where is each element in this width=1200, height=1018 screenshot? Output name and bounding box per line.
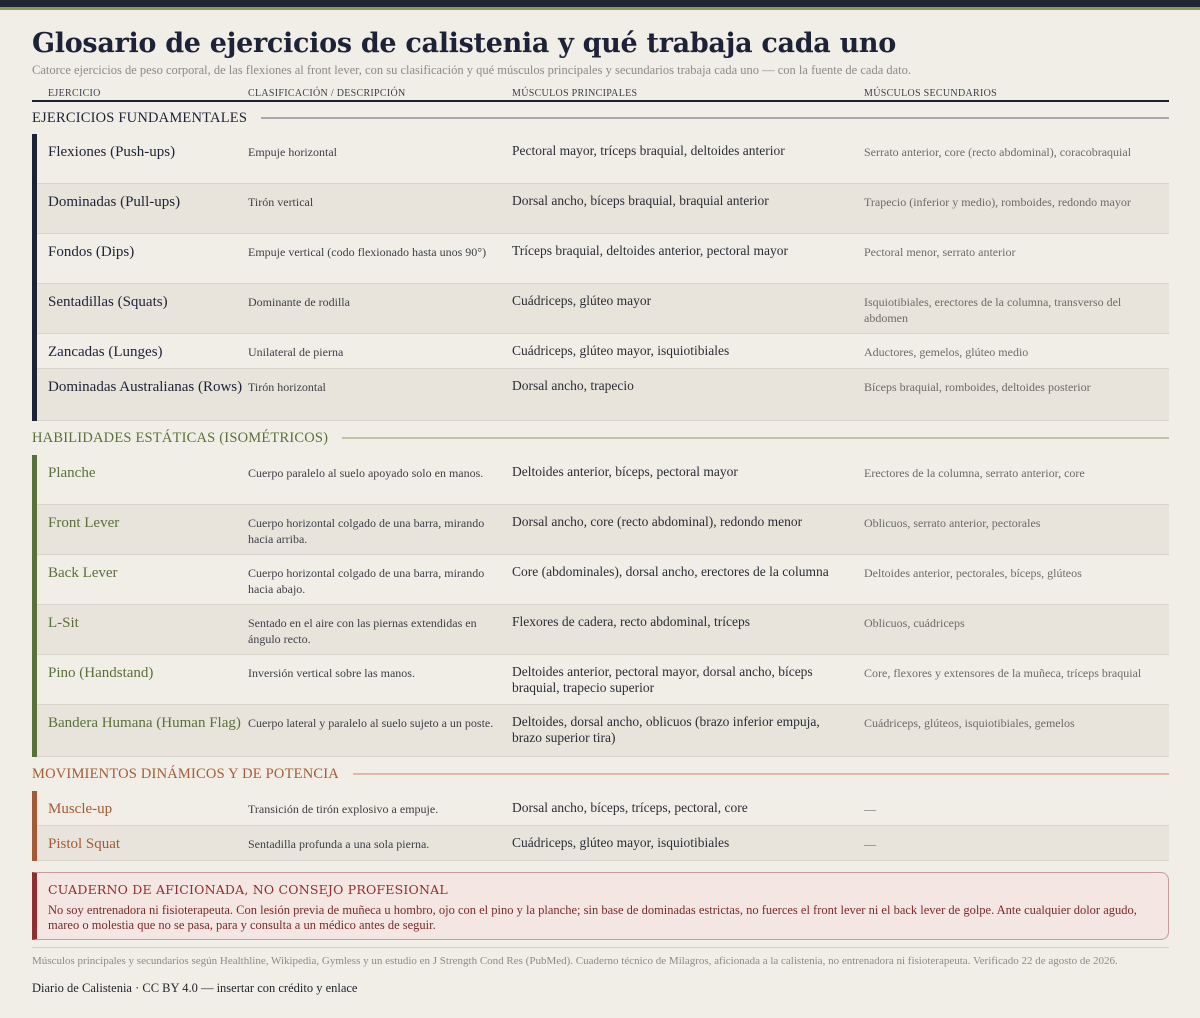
exercise-classification: Dominante de rodilla	[248, 295, 350, 309]
section-title: MOVIMIENTOS DINÁMICOS Y DE POTENCIA	[32, 765, 339, 782]
table-row	[37, 184, 1169, 234]
exercise-name: Pino (Handstand)	[48, 665, 154, 681]
secondary-muscles: Oblicuos, serrato anterior, pectorales	[864, 516, 1041, 530]
exercise-name: Fondos (Dips)	[48, 244, 135, 260]
exercise-name: Dominadas Australianas (Rows)	[48, 379, 243, 395]
primary-muscles: Deltoides anterior, bíceps, pectoral mayor	[512, 464, 738, 479]
exercise-classification: Empuje vertical (codo flexionado hasta unos 90°)	[248, 245, 487, 259]
secondary-muscles: Deltoides anterior, pectorales, bíceps, glúteos	[864, 566, 1082, 580]
exercise-classification: Transición de tirón explosivo a empuje.	[248, 802, 439, 816]
primary-muscles: Flexores de cadera, recto abdominal, tríceps	[512, 614, 751, 629]
exercise-classification: Cuerpo horizontal colgado de una barra, mirando hacia abajo.	[248, 566, 485, 596]
exercise-list	[32, 791, 1169, 861]
exercise-classification: Sentado en el aire con las piernas extendidas en ángulo recto.	[248, 616, 477, 646]
exercise-list	[32, 134, 1169, 421]
secondary-muscles: Aductores, gemelos, glúteo medio	[864, 345, 1029, 359]
primary-muscles: Dorsal ancho, trapecio	[512, 378, 634, 393]
primary-muscles: Dorsal ancho, core (recto abdominal), redondo menor	[512, 514, 803, 529]
column-header-exercise: EJERCICIO	[48, 88, 101, 99]
section-divider	[342, 437, 1169, 439]
table-row	[37, 605, 1169, 655]
secondary-muscles: Cuádriceps, glúteos, isquiotibiales, gemelos	[864, 716, 1075, 730]
primary-muscles: Tríceps braquial, deltoides anterior, pectoral mayor	[512, 243, 788, 258]
exercise-name: Sentadillas (Squats)	[48, 294, 168, 310]
secondary-muscles: Serrato anterior, core (recto abdominal), coracobraquial	[864, 145, 1132, 159]
exercise-classification: Tirón horizontal	[248, 380, 326, 394]
section-divider	[353, 773, 1169, 775]
primary-muscles: Cuádriceps, glúteo mayor, isquiotibiales	[512, 343, 730, 358]
table-row	[37, 555, 1169, 605]
exercise-name: L-Sit	[48, 615, 79, 631]
table-row	[37, 369, 1169, 421]
exercise-name: Back Lever	[48, 565, 118, 581]
primary-muscles: Core (abdominales), dorsal ancho, erectores de la columna	[512, 564, 829, 579]
primary-muscles: Dorsal ancho, bíceps braquial, braquial anterior	[512, 193, 769, 208]
exercise-classification: Cuerpo horizontal colgado de una barra, mirando hacia arriba.	[248, 516, 485, 546]
section-title: HABILIDADES ESTÁTICAS (ISOMÉTRICOS)	[32, 429, 329, 446]
secondary-muscles: —	[864, 802, 876, 816]
disclaimer-title: CUADERNO DE AFICIONADA, NO CONSEJO PROFESIONAL	[48, 882, 448, 897]
table-row	[37, 826, 1169, 861]
primary-muscles: Cuádriceps, glúteo mayor	[512, 293, 652, 308]
secondary-muscles: Trapecio (inferior y medio), romboides, redondo mayor	[864, 195, 1131, 209]
table-row	[37, 134, 1169, 184]
secondary-muscles: Erectores de la columna, serrato anterior, core	[864, 466, 1085, 480]
exercise-name: Bandera Humana (Human Flag)	[48, 715, 241, 731]
column-header-secondary-muscles: MÚSCULOS SECUNDARIOS	[864, 88, 997, 99]
exercise-list	[32, 455, 1169, 757]
table-row	[37, 655, 1169, 705]
secondary-muscles: Isquiotibiales, erectores de la columna, transverso del abdomen	[864, 295, 1122, 325]
column-header-primary-muscles: MÚSCULOS PRINCIPALES	[512, 88, 638, 99]
section-title: EJERCICIOS FUNDAMENTALES	[32, 109, 248, 126]
exercise-name: Flexiones (Push-ups)	[48, 144, 176, 160]
table-header	[32, 85, 1169, 102]
exercise-classification: Cuerpo paralelo al suelo apoyado solo en manos.	[248, 466, 484, 480]
exercise-classification: Cuerpo lateral y paralelo al suelo sujeto a un poste.	[248, 716, 494, 730]
table-row	[37, 455, 1169, 505]
table-row	[37, 284, 1169, 334]
exercise-name: Front Lever	[48, 515, 120, 531]
exercise-name: Pistol Squat	[48, 836, 121, 852]
secondary-muscles: Core, flexores y extensores de la muñeca, tríceps braquial	[864, 666, 1142, 680]
top-accent-bar	[0, 0, 1200, 7]
exercise-classification: Empuje horizontal	[248, 145, 337, 159]
exercise-name: Dominadas (Pull-ups)	[48, 194, 181, 210]
primary-muscles: Pectoral mayor, tríceps braquial, deltoides anterior	[512, 143, 785, 158]
top-accent-stripe	[0, 7, 1200, 10]
primary-muscles: Dorsal ancho, bíceps, tríceps, pectoral, core	[512, 800, 748, 815]
primary-muscles: Deltoides anterior, pectoral mayor, dorsal ancho, bíceps braquial, trapecio superior	[512, 664, 813, 695]
page-subtitle: Catorce ejercicios de peso corporal, de las flexiones al front lever, con su clasificación y qué músculos principales y secundarios trabaja cada uno — con la fuente de cada dato.	[32, 63, 912, 77]
table-row	[37, 705, 1169, 757]
primary-muscles: Deltoides, dorsal ancho, oblicuos (brazo inferior empuja, brazo superior tira)	[512, 714, 820, 745]
section-fundamentales	[32, 102, 1169, 421]
section-estaticas	[32, 421, 1169, 757]
glossary-page	[32, 26, 1169, 996]
exercise-classification: Unilateral de pierna	[248, 345, 344, 359]
table-row	[37, 791, 1169, 826]
section-dinamicos	[32, 757, 1169, 861]
table-row	[37, 234, 1169, 284]
exercise-name: Muscle-up	[48, 801, 113, 817]
secondary-muscles: Pectoral menor, serrato anterior	[864, 245, 1016, 259]
primary-muscles: Cuádriceps, glúteo mayor, isquiotibiales	[512, 835, 730, 850]
section-divider	[261, 117, 1169, 119]
page-title: Glosario de ejercicios de calistenia y qué trabaja cada uno	[32, 28, 896, 59]
disclaimer-body: No soy entrenadora ni fisioterapeuta. Con lesión previa de muñeca u hombro, ojo con el pino y la planche; sin base de dominadas estrictas, no fuerces el front lever ni el back lever de golpe. Ante cualquier dolor agudo, mareo o molestia que no se pasa, para y consulta a un médico antes de seguir.	[48, 903, 1137, 932]
disclaimer-box	[32, 872, 1169, 940]
exercise-classification: Inversión vertical sobre las manos.	[248, 666, 415, 680]
secondary-muscles: Bíceps braquial, romboides, deltoides posterior	[864, 380, 1091, 394]
table-row	[37, 334, 1169, 369]
exercise-name: Zancadas (Lunges)	[48, 344, 163, 360]
secondary-muscles: Oblicuos, cuádriceps	[864, 616, 965, 630]
sources-footnote: Músculos principales y secundarios según Healthline, Wikipedia, Gymless y un estudio en J Strength Cond Res (PubMed). Cuaderno técnico de Milagros, aficionada a la calistenia, no entrenadora ni fisioterapeuta. Verificado 22 de agosto de 2026.	[32, 947, 1169, 969]
table-row	[37, 505, 1169, 555]
exercise-classification: Tirón vertical	[248, 195, 314, 209]
exercise-name: Planche	[48, 465, 96, 481]
exercise-classification: Sentadilla profunda a una sola pierna.	[248, 837, 430, 851]
secondary-muscles: —	[864, 837, 876, 851]
license-credit: Diario de Calistenia · CC BY 4.0 — insertar con crédito y enlace	[32, 981, 358, 995]
column-header-classification: CLASIFICACIÓN / DESCRIPCIÓN	[248, 88, 406, 99]
